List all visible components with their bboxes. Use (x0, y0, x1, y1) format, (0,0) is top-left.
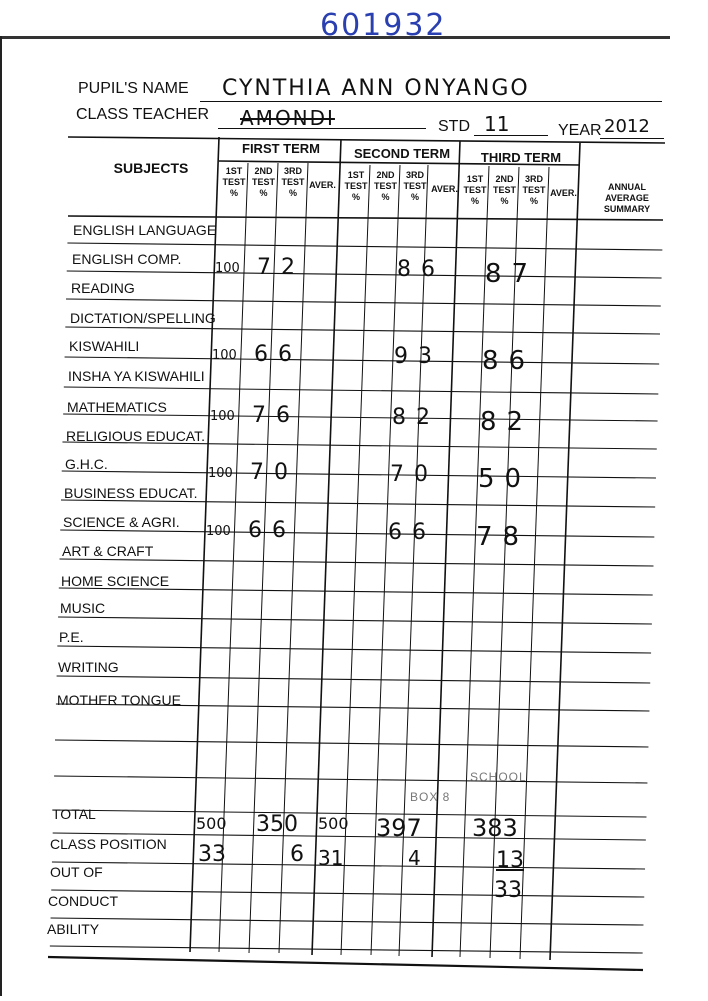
std-label: STD (438, 118, 470, 135)
school-stamp-line1: SCHOOL (470, 770, 527, 784)
out-of-mark: 100 (206, 524, 231, 539)
third-term-score: 82 (480, 407, 534, 437)
subject-label: ART & CRAFT (62, 543, 154, 559)
pupil-name-label: PUPIL'S NAME (78, 80, 189, 97)
total-first: 350 (256, 812, 298, 837)
second-term-score: 93 (394, 344, 442, 369)
term2-aver-header: AVER. (431, 184, 458, 194)
subject-label: WRITING (58, 659, 119, 675)
row-line (50, 946, 643, 953)
total-label: TOTAL (52, 806, 96, 822)
out-of-label: OUT OF (50, 864, 103, 880)
std-value: 11 (484, 112, 510, 136)
first-term-score: 66 (248, 518, 296, 543)
second-term-score: 70 (390, 462, 438, 487)
class-teacher-value: AMONDI (240, 106, 335, 130)
term2-test2-header: 2ND TEST % (373, 170, 397, 202)
row-line (52, 862, 645, 869)
position-first: 6 (290, 842, 304, 867)
conduct-label: CONDUCT (48, 893, 118, 909)
position-first-out-of: 33 (198, 842, 226, 867)
third-term-score: 50 (478, 464, 532, 494)
row-line (64, 387, 658, 394)
subject-label: READING (71, 280, 135, 296)
second-term-score: 86 (397, 257, 445, 282)
first-term-score: 66 (254, 342, 302, 367)
out-of-mark: 100 (212, 348, 237, 363)
subject-label: RELIGIOUS EDUCAT. (66, 428, 205, 444)
subject-label: MATHEMATICS (67, 399, 167, 415)
class-teacher-label: CLASS TEACHER (76, 106, 210, 123)
total-first-max: 500 (196, 814, 227, 833)
row-line (51, 918, 644, 925)
row-line (67, 243, 662, 250)
out-of-mark: 100 (208, 466, 233, 481)
total-third: 383 (472, 814, 518, 842)
term3-test1-header: 1ST TEST % (463, 174, 487, 206)
first-term-score: 70 (250, 460, 298, 485)
third-out-of: 33 (494, 878, 522, 903)
year-value: 2012 (604, 116, 650, 137)
annual-average-header: ANNUAL AVERAGE SUMMARY (603, 182, 651, 214)
subject-label: ENGLISH COMP. (72, 251, 182, 267)
third-term-header: THIRD TERM (480, 150, 562, 165)
first-term-score: 72 (257, 255, 305, 280)
subjects-header: SUBJECTS (113, 160, 189, 176)
pupil-name-value: CYNTHIA ANN ONYANGO (222, 76, 530, 101)
first-term-header: FIRST TERM (242, 141, 320, 156)
subject-label: MUSIC (60, 600, 106, 616)
term1-test3-header: 3RD TEST % (281, 166, 305, 198)
position-second: 4 (408, 846, 421, 870)
subject-label: G.H.C. (65, 456, 108, 472)
row-line (66, 299, 661, 306)
position-third: 13 (496, 848, 524, 873)
subject-label: MOTHER TONGUE (57, 692, 181, 708)
third-term-score: 87 (485, 259, 539, 289)
row-line (65, 357, 660, 364)
term1-aver-header: AVER. (309, 180, 336, 190)
subject-label: HOME SCIENCE (61, 573, 170, 589)
subject-label: P.E. (59, 629, 84, 645)
class-position-label: CLASS POSITION (50, 836, 167, 852)
ability-label: ABILITY (47, 921, 100, 937)
row-line (54, 776, 647, 783)
out-of-mark: 100 (215, 261, 240, 276)
out-of-mark: 100 (210, 409, 235, 424)
row-line (67, 271, 662, 278)
third-term-score: 86 (482, 346, 536, 376)
row-line (51, 890, 644, 897)
school-stamp-line2: BOX 8 (410, 790, 451, 804)
term2-test1-header: 1ST TEST % (344, 170, 368, 202)
second-term-header: SECOND TERM (353, 146, 451, 161)
term1-test2-header: 2ND TEST % (251, 166, 275, 198)
second-term-score: 82 (392, 405, 440, 430)
subject-label: SCIENCE & AGRI. (63, 514, 180, 530)
subject-label: DICTATION/SPELLING (70, 310, 216, 326)
total-second: 397 (376, 814, 422, 842)
form-number: 601932 (320, 8, 447, 43)
subject-label: KISWAHILI (69, 338, 140, 354)
row-line (65, 327, 660, 334)
term1-test1-header: 1ST TEST % (222, 166, 246, 198)
term3-aver-header: AVER. (550, 188, 577, 198)
row-line (55, 740, 648, 747)
subject-label: ENGLISH LANGUAGE (73, 222, 217, 238)
term3-test2-header: 2ND TEST % (492, 174, 516, 206)
total-second-max: 500 (318, 814, 349, 833)
term2-test3-header: 3RD TEST % (403, 170, 427, 202)
position-second-out-of: 31 (318, 846, 344, 870)
year-label: YEAR (558, 122, 602, 139)
second-term-score: 66 (388, 520, 436, 545)
subject-label: BUSINESS EDUCAT. (64, 485, 198, 501)
third-term-score: 78 (476, 522, 530, 552)
term3-test3-header: 3RD TEST % (522, 174, 546, 206)
row-line (53, 810, 646, 817)
subject-label: INSHA YA KISWAHILI (68, 368, 205, 384)
first-term-score: 76 (252, 403, 300, 428)
